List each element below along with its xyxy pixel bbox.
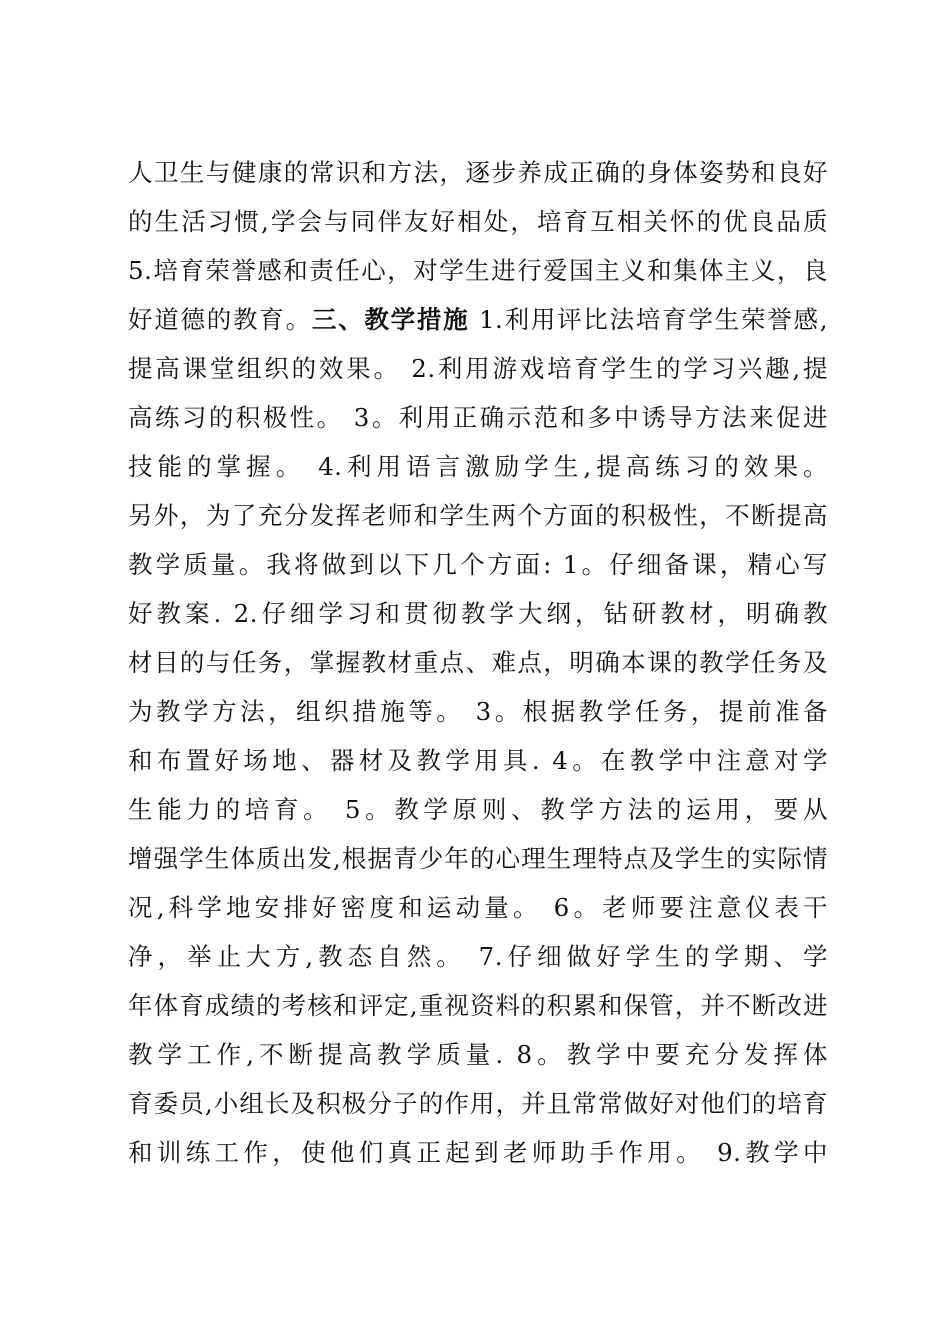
text-line: 材目的与任务，掌握教材重点、难点，明确本课的教学任务及 xyxy=(128,648,828,677)
text-line: 净，举止大方,教态自然。 7.仔细做好学生的学期、学 xyxy=(128,942,828,971)
text-segment: 好道德的教育。 xyxy=(128,305,312,334)
text-line: 技能的掌握。 4.利用语言激励学生,提高练习的效果。 xyxy=(128,452,828,481)
text-line: 提高课堂组织的效果。 2.利用游戏培育学生的学习兴趣,提 xyxy=(128,354,828,383)
text-line: 5.培育荣誉感和责任心，对学生进行爱国主义和集体主义，良 xyxy=(128,256,828,285)
text-line: 好教案. 2.仔细学习和贯彻教学大纲，钻研教材，明确教 xyxy=(128,599,828,628)
text-line: 年体育成绩的考核和评定,重视资料的积累和保管，并不断改进 xyxy=(128,991,828,1020)
text-line: 的生活习惯,学会与同伴友好相处，培育互相关怀的优良品质 xyxy=(128,207,828,236)
text-line: 另外，为了充分发挥老师和学生两个方面的积极性，不断提高 xyxy=(128,501,828,530)
text-line: 增强学生体质出发,根据青少年的心理生理特点及学生的实际情 xyxy=(128,844,828,873)
text-line: 和训练工作，使他们真正起到老师助手作用。 9.教学中 xyxy=(128,1138,828,1167)
text-line: 和布置好场地、器材及教学用具. 4。在教学中注意对学 xyxy=(128,746,828,775)
section-heading: 三、教学措施 xyxy=(311,305,470,334)
text-line: 教学工作,不断提高教学质量. 8。教学中要充分发挥体 xyxy=(128,1040,828,1069)
text-segment: 1.利用评比法培育学生荣誉感, xyxy=(469,305,829,334)
text-line xyxy=(128,295,828,344)
text-line: 生能力的培育。 5。教学原则、教学方法的运用，要从 xyxy=(128,795,828,824)
text-line: 人卫生与健康的常识和方法，逐步养成正确的身体姿势和良好 xyxy=(128,158,828,187)
text-line: 况,科学地安排好密度和运动量。 6。老师要注意仪表干 xyxy=(128,893,828,922)
text-line: 育委员,小组长及积极分子的作用，并且常常做好对他们的培育 xyxy=(128,1089,828,1118)
body-text xyxy=(128,148,828,1177)
text-line: 教学质量。我将做到以下几个方面: 1。仔细备课，精心写 xyxy=(128,550,828,579)
text-line: 为教学方法，组织措施等。 3。根据教学任务，提前准备 xyxy=(128,697,828,726)
text-line: 高练习的积极性。 3。利用正确示范和多中诱导方法来促进 xyxy=(128,403,828,432)
